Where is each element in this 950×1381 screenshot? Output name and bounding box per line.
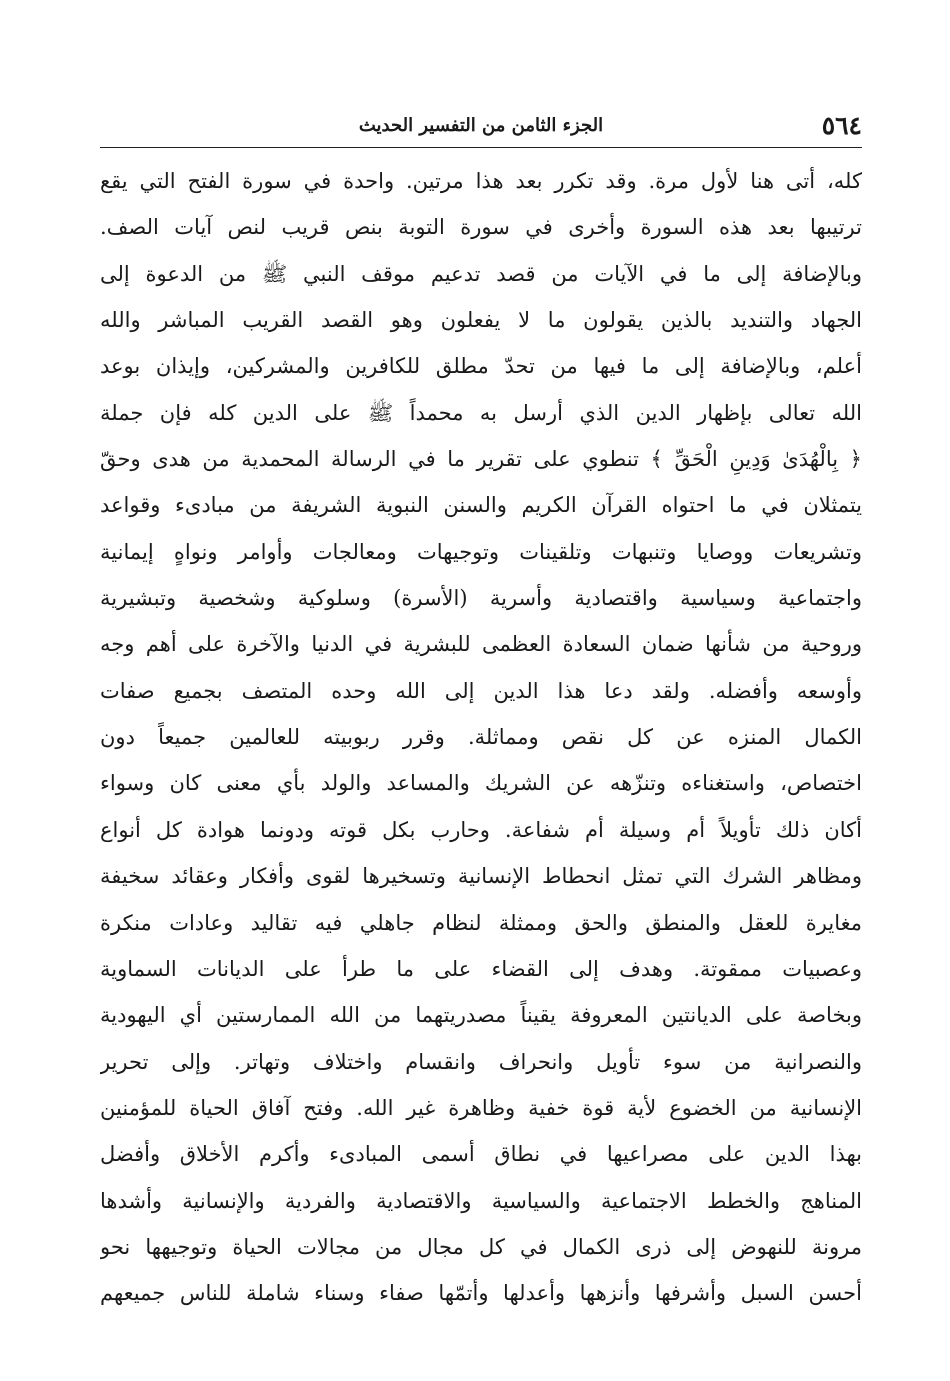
text-line: الكمال المنزه عن كل نقص ومماثلة. وقرر ربوبيته للعالمين جميعاً دون bbox=[100, 725, 862, 750]
text-line: وبالإضافة إلى ما في الآيات من قصد تدعيم موقف النبي ﷺ من الدعوة إلى bbox=[100, 261, 862, 286]
text-line: الجهاد والتنديد بالذين يقولون ما لا يفعلون وهو القصد القريب المباشر والله bbox=[100, 308, 862, 333]
text-line: والنصرانية من سوء تأويل وانحراف وانقسام واختلاف وتهاتر. وإلى تحرير bbox=[100, 1049, 862, 1074]
text-line: ومظاهر الشرك التي تمثل انحطاط الإنسانية وتسخيرها لقوى وأفكار وعقائد سخيفة bbox=[100, 864, 862, 889]
text-line: وروحية من شأنها ضمان السعادة العظمى للبشرية في الدنيا والآخرة على أهم وجه bbox=[100, 632, 862, 657]
text-line: ترتيبها بعد هذه السورة وأخرى في سورة التوبة بنص قريب لنص آيات الصف. bbox=[100, 215, 862, 240]
text-line: يتمثلان في ما احتواه القرآن الكريم والسنن النبوية الشريفة من مبادىء وقواعد bbox=[100, 493, 862, 518]
text-line: الإنسانية من الخضوع لأية قوة خفية وظاهرة غير الله. وفتح آفاق الحياة للمؤمنين bbox=[100, 1095, 862, 1120]
text-line: وعصبيات ممقوتة. وهدف إلى القضاء على ما طرأ على الديانات السماوية bbox=[100, 956, 862, 981]
text-line: مرونة للنهوض إلى ذرى الكمال في كل مجال من مجالات الحياة وتوجيهها نحو bbox=[100, 1234, 862, 1259]
text-line: اختصاص، واستغناءه وتنزّهه عن الشريك والمساعد والولد بأي معنى كان وسواء bbox=[100, 771, 862, 796]
text-line: وأوسعه وأفضله. ولقد دعا هذا الدين إلى الله وحده المتصف بجميع صفات bbox=[100, 678, 862, 703]
text-line: وتشريعات ووصايا وتنبهات وتلقينات وتوجيهات ومعالجات وأوامر ونواهٍ إيمانية bbox=[100, 539, 862, 564]
page-number: ٥٦٤ bbox=[821, 111, 862, 140]
text-line: أكان ذلك تأويلاً أم وسيلة أم شفاعة. وحارب بكل قوته ودونما هوادة كل أنواع bbox=[100, 817, 862, 842]
body-text bbox=[100, 158, 862, 1317]
text-line: مغايرة للعقل والمنطق والحق وممثلة لنظام جاهلي فيه تقاليد وعادات منكرة bbox=[100, 910, 862, 935]
text-line: أعلم، وبالإضافة إلى ما فيها من تحدّ مطلق للكافرين والمشركين، وإيذان بوعد bbox=[100, 354, 862, 379]
text-line: الله تعالى بإظهار الدين الذي أرسل به محمداً ﷺ على الدين كله فإن جملة bbox=[100, 400, 862, 425]
book-page bbox=[100, 105, 862, 1317]
text-line: بهذا الدين على مصراعيها في نطاق أسمى المبادىء وأكرم الأخلاق وأفضل bbox=[100, 1142, 862, 1167]
text-line: ﴿ بِالْهُدَىٰ وَدِينِ الْحَقِّ ﴾ تنطوي على تقرير ما في الرسالة المحمدية من هدى وحقّ bbox=[100, 447, 862, 472]
text-line: أحسن السبل وأشرفها وأنزهها وأعدلها وأتمّها صفاء وسناء شاملة للناس جميعهم bbox=[100, 1281, 862, 1306]
running-title: الجزء الثامن من التفسير الحديث bbox=[358, 115, 604, 136]
text-line: وبخاصة على الديانتين المعروفة يقيناً مصدريتهما من الله الممارستين أي اليهودية bbox=[100, 1003, 862, 1028]
text-line: المناهج والخطط الاجتماعية والسياسية والاقتصادية والفردية والإنسانية وأشدها bbox=[100, 1188, 862, 1213]
running-head bbox=[100, 105, 862, 148]
text-line: كله، أتى هنا لأول مرة. وقد تكرر بعد هذا مرتين. واحدة في سورة الفتح التي يقع bbox=[100, 169, 862, 193]
text-line: واجتماعية وسياسية واقتصادية وأسرية (الأسرة) وسلوكية وشخصية وتبشيرية bbox=[100, 586, 862, 611]
